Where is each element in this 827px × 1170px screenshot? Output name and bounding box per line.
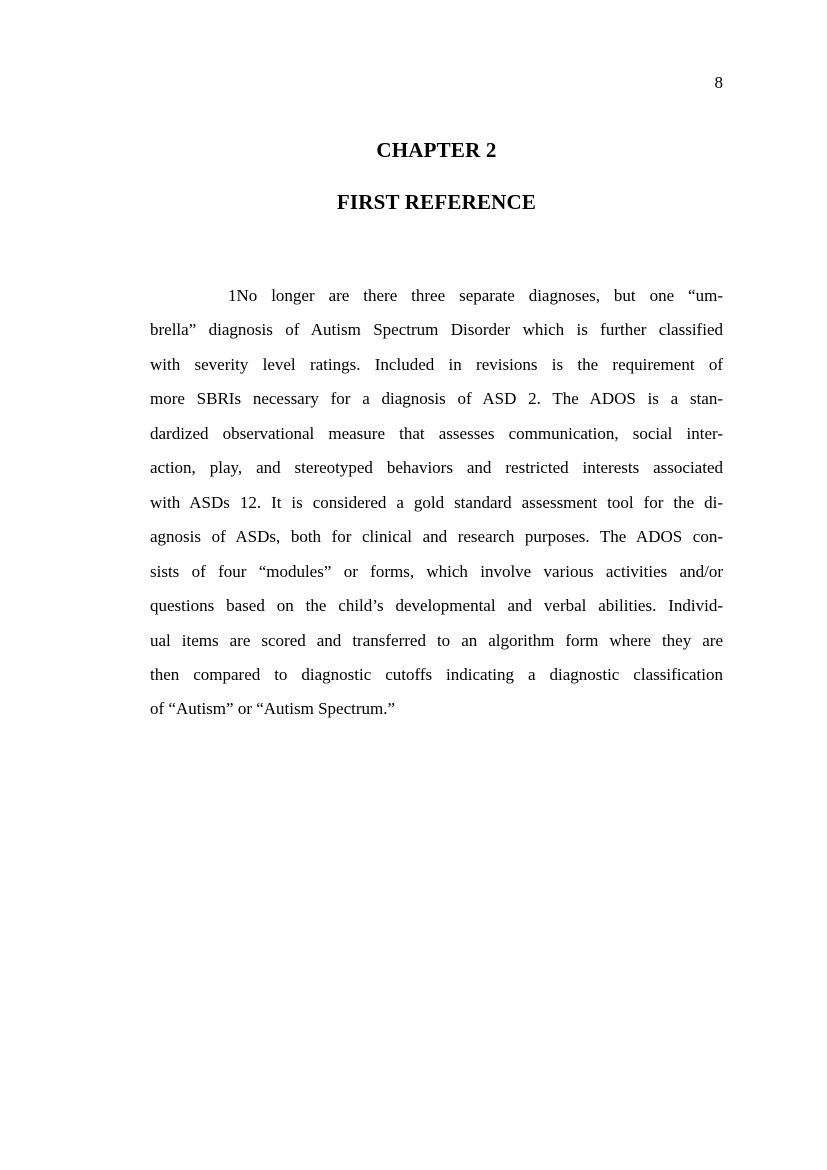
paragraph-line: ual items are scored and transferred to an algorithm form where they are bbox=[150, 630, 723, 650]
paragraph-line: action, play, and stereotyped behaviors and restricted interests associated bbox=[150, 458, 723, 478]
paragraph-line: more SBRIs necessary for a diagnosis of ASD 2. The ADOS is a stan- bbox=[150, 389, 723, 409]
paragraph-line: dardized observational measure that assesses communication, social inter- bbox=[150, 423, 723, 443]
paragraph-line: questions based on the child’s developmental and verbal abilities. Individ- bbox=[150, 596, 723, 616]
paragraph-line: with severity level ratings. Included in revisions is the requirement of bbox=[150, 354, 723, 374]
body-paragraph bbox=[150, 279, 723, 727]
paragraph-line: sists of four “modules” or forms, which involve various activities and/or bbox=[150, 561, 723, 581]
paragraph-line: of “Autism” or “Autism Spectrum.” bbox=[150, 699, 396, 719]
paragraph-line: 1No longer are there three separate diagnoses, but one “um- bbox=[228, 286, 723, 305]
paragraph-line: then compared to diagnostic cutoffs indicating a diagnostic classification bbox=[150, 664, 723, 684]
paragraph-line: with ASDs 12. It is considered a gold standard assessment tool for the di- bbox=[150, 492, 723, 512]
chapter-heading: CHAPTER 2 bbox=[376, 138, 497, 162]
paragraph-line: brella” diagnosis of Autism Spectrum Disorder which is further classified bbox=[150, 320, 723, 340]
section-heading: FIRST REFERENCE bbox=[336, 190, 537, 214]
paragraph-line: agnosis of ASDs, both for clinical and research purposes. The ADOS con- bbox=[150, 527, 723, 547]
page-number: 8 bbox=[714, 73, 723, 92]
